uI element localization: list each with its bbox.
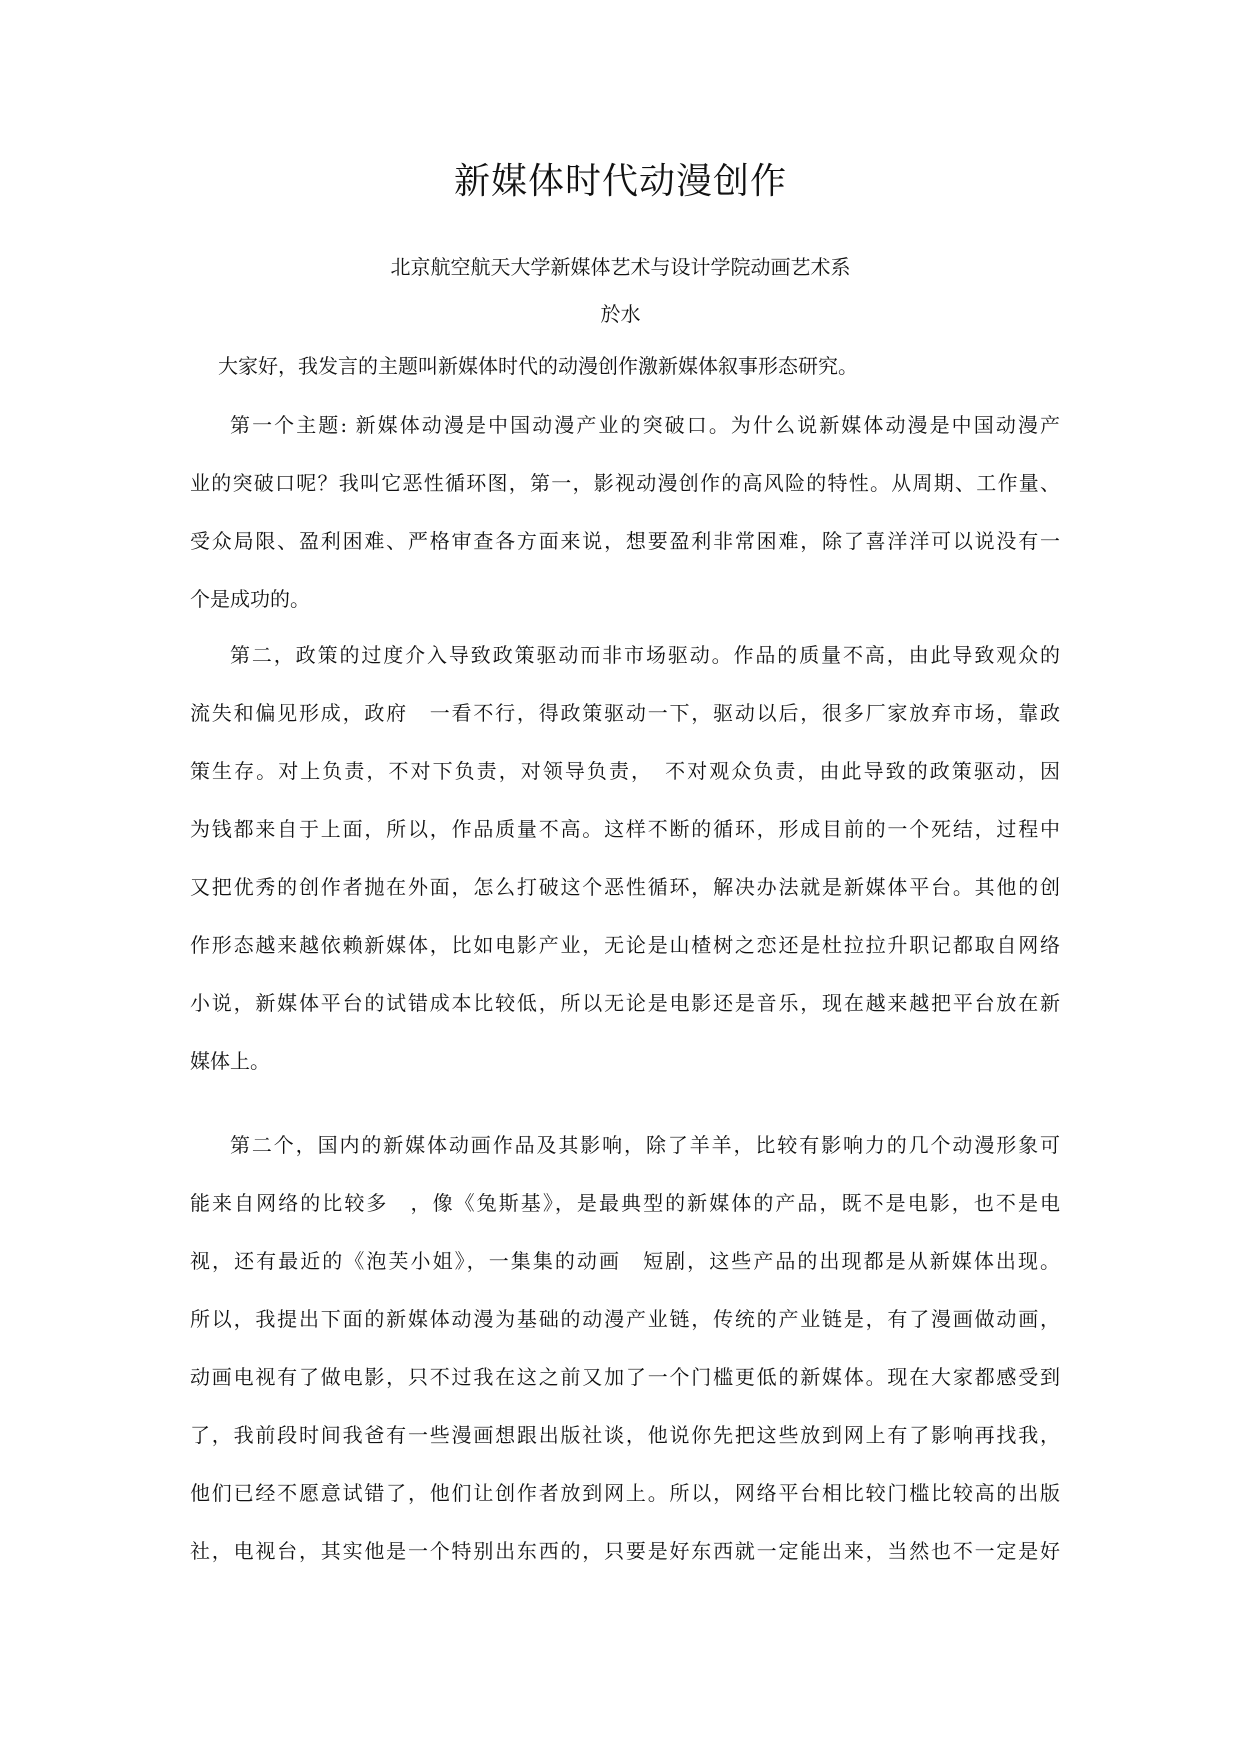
paragraph-line: 所以，我提出下面的新媒体动漫为基础的动漫产业链，传统的产业链是，有了漫画做动画，: [190, 1307, 1060, 1331]
paragraph-line: 受众局限、盈利困难、严格审查各方面来说，想要盈利非常困难，除了喜洋洋可以说没有一: [190, 529, 1060, 553]
paragraph-line: 第一个主题: 新媒体动漫是中国动漫产业的突破口。为什么说新媒体动漫是中国动漫产: [230, 413, 1060, 437]
body-paragraph-2: [190, 640, 1060, 1104]
paragraph-line: 小说，新媒体平台的试错成本比较低，所以无论是电影还是音乐，现在越来越把平台放在新: [190, 991, 1060, 1015]
document-title: 新媒体时代动漫创作: [453, 161, 787, 202]
paragraph-line: 第二，政策的过度介入导致政策驱动而非市场驱动。作品的质量不高，由此导致观众的: [230, 643, 1060, 667]
paragraph-line: 社，电视台，其实他是一个特别出东西的，只要是好东西就一定能出来，当然也不一定是好: [190, 1539, 1060, 1563]
paragraph-line: 他们已经不愿意试错了，他们让创作者放到网上。所以，网络平台相比较门槛比较高的出版: [190, 1481, 1060, 1505]
author-name: 於水: [600, 302, 641, 326]
paragraph-line: 视，还有最近的《泡芙小姐》，一集集的动画 短剧，这些产品的出现都是从新媒体出现。: [190, 1249, 1060, 1273]
paragraph-line: 媒体上。: [190, 1049, 270, 1073]
paragraph-line: 为钱都来自于上面，所以，作品质量不高。这样不断的循环，形成目前的一个死结，过程中: [190, 817, 1060, 841]
paragraph-line: 又把优秀的创作者抛在外面，怎么打破这个恶性循环，解决办法就是新媒体平台。其他的创: [190, 875, 1060, 899]
paragraph-line: 个是成功的。: [190, 587, 310, 611]
intro-paragraph: 大家好，我发言的主题叫新媒体时代的动漫创作激新媒体叙事形态研究。: [218, 354, 858, 378]
paragraph-line: 流失和偏见形成，政府 一看不行，得政策驱动一下，驱动以后，很多厂家放弃市场，靠政: [190, 701, 1060, 725]
body-paragraph-1: [190, 410, 1060, 642]
paragraph-line: 业的突破口呢？我叫它恶性循环图，第一，影视动漫创作的高风险的特性。从周期、工作量、: [190, 471, 1060, 495]
paragraph-line: 动画电视有了做电影，只不过我在这之前又加了一个门槛更低的新媒体。现在大家都感受到: [190, 1365, 1060, 1389]
body-paragraph-3: [190, 1130, 1060, 1594]
paragraph-line: 作形态越来越依赖新媒体，比如电影产业，无论是山楂树之恋还是杜拉拉升职记都取自网络: [190, 933, 1060, 957]
paragraph-line: 第二个，国内的新媒体动画作品及其影响，除了羊羊，比较有影响力的几个动漫形象可: [230, 1133, 1060, 1157]
paragraph-line: 了，我前段时间我爸有一些漫画想跟出版社谈，他说你先把这些放到网上有了影响再找我，: [190, 1423, 1060, 1447]
author-affiliation: 北京航空航天大学新媒体艺术与设计学院动画艺术系: [390, 255, 851, 279]
paragraph-line: 能来自网络的比较多 ，像《兔斯基》，是最典型的新媒体的产品，既不是电影，也不是电: [190, 1191, 1060, 1215]
paragraph-line: 策生存。对上负责，不对下负责，对领导负责， 不对观众负责，由此导致的政策驱动，因: [190, 759, 1060, 783]
